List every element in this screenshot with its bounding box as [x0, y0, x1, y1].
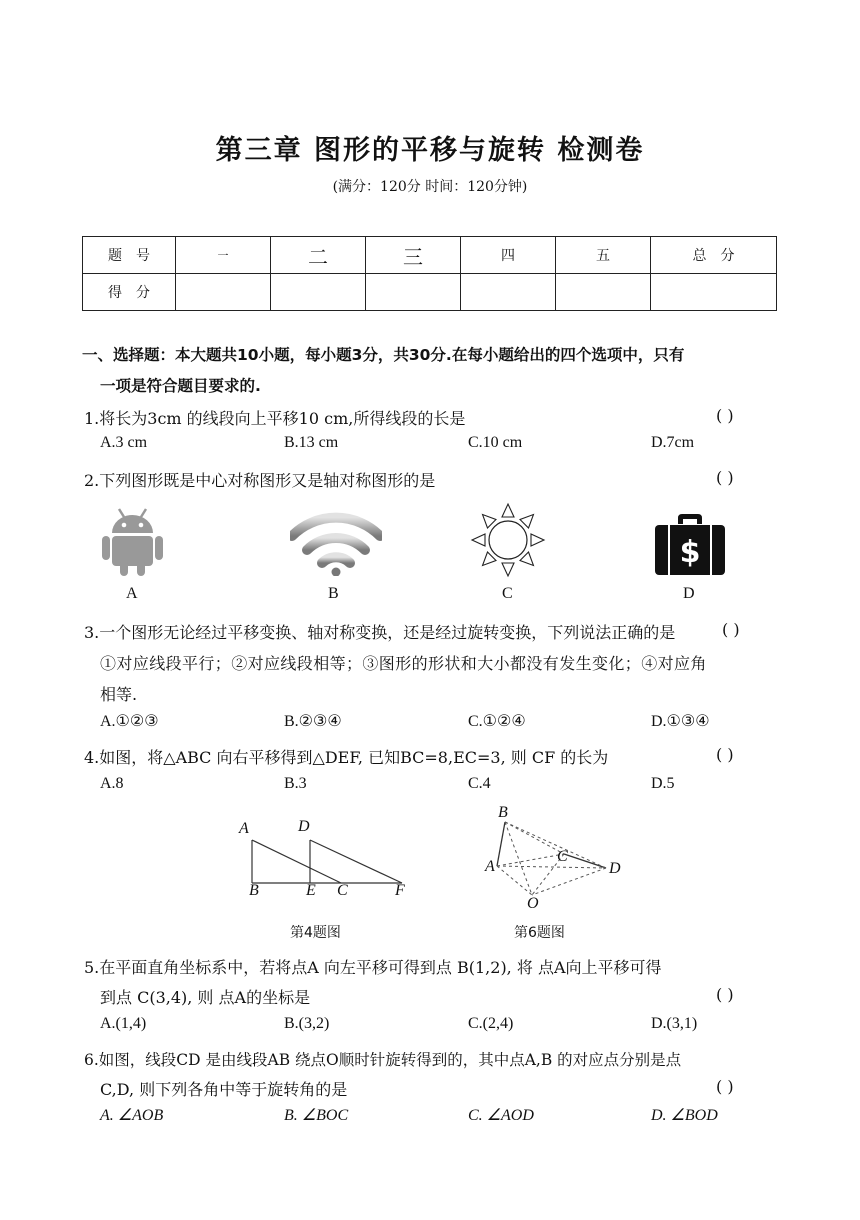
question-1-stem: 1.将长为3cm 的线段向上平移10 cm,所得线段的长是 [84, 409, 466, 428]
figure-4-diagram [235, 815, 415, 900]
q3-option-b[interactable]: B.②③④ [284, 713, 342, 730]
score-input-cell[interactable] [556, 274, 651, 311]
q1-option-a[interactable]: A.3 cm [100, 434, 148, 451]
page-subtitle: (满分：120分 时间：120分钟) [332, 179, 528, 195]
q2-label-d[interactable]: D [683, 585, 695, 602]
section-heading: 一、选择题：本大题共10小题，每小题3分，共30分.在每小题给出的四个选项中，只有 [82, 346, 685, 364]
score-input-cell[interactable] [176, 274, 271, 311]
fig6-point-a: A [485, 858, 495, 875]
android-icon [100, 505, 165, 577]
table-cell: 三 [366, 237, 461, 274]
question-6-line2: C,D, 则下列各角中等于旋转角的是 [100, 1080, 348, 1099]
score-table [82, 236, 777, 311]
q2-label-b[interactable]: B [328, 585, 339, 602]
fig4-point-c: C [337, 882, 348, 899]
table-cell: 四 [461, 237, 556, 274]
briefcase-dollar-icon [654, 512, 726, 576]
sun-icon [468, 500, 548, 580]
q2-label-a[interactable]: A [126, 585, 138, 602]
table-cell: 五 [556, 237, 651, 274]
answer-bracket[interactable]: ( ) [716, 745, 734, 764]
q4-option-b[interactable]: B.3 [284, 775, 307, 792]
figure-6-caption: 第6题图 [514, 925, 565, 941]
question-3-line2: ①对应线段平行；②对应线段相等；③图形的形状和大小都没有发生变化；④对应角 [100, 654, 707, 673]
answer-bracket[interactable]: ( ) [716, 406, 734, 425]
page-title: 第三章 图形的平移与旋转 检测卷 [215, 135, 645, 166]
table-row [83, 274, 777, 311]
fig6-point-b: B [498, 804, 508, 821]
q4-option-a[interactable]: A.8 [100, 775, 124, 792]
q1-option-d[interactable]: D.7cm [651, 434, 695, 451]
question-5-line2: 到点 C(3,4), 则 点A的坐标是 [100, 988, 311, 1007]
table-cell: 总 分 [651, 237, 777, 274]
q6-option-b[interactable]: B. ∠BOC [284, 1107, 349, 1124]
q5-option-d[interactable]: D.(3,1) [651, 1015, 698, 1032]
question-3-line3: 相等. [100, 685, 138, 704]
table-row [83, 237, 777, 274]
fig4-point-e: E [306, 882, 316, 899]
fig6-point-d: D [609, 860, 621, 877]
table-cell: 题 号 [83, 237, 176, 274]
score-input-cell[interactable] [366, 274, 461, 311]
question-4-stem: 4.如图，将△ABC 向右平移得到△DEF, 已知BC=8,EC=3, 则 CF 的长为 [84, 748, 609, 767]
q6-option-c[interactable]: C. ∠AOD [468, 1107, 534, 1124]
answer-bracket[interactable]: ( ) [716, 1077, 734, 1096]
answer-bracket[interactable]: ( ) [716, 985, 734, 1004]
q6-option-d[interactable]: D. ∠BOD [651, 1107, 718, 1124]
q1-option-b[interactable]: B.13 cm [284, 434, 339, 451]
figure-4-caption: 第4题图 [290, 925, 341, 941]
fig6-point-o: O [527, 895, 539, 912]
score-input-cell[interactable] [461, 274, 556, 311]
section-heading-cont: 一项是符合题目要求的. [100, 377, 261, 395]
table-cell: 得 分 [83, 274, 176, 311]
fig6-point-c: C [557, 848, 568, 865]
question-2-stem: 2.下列图形既是中心对称图形又是轴对称图形的是 [84, 471, 436, 490]
q6-option-a[interactable]: A. ∠AOB [100, 1107, 164, 1124]
q4-option-d[interactable]: D.5 [651, 775, 675, 792]
table-cell: 一 [176, 237, 271, 274]
fig4-point-f: F [395, 882, 405, 899]
fig4-point-d: D [298, 818, 310, 835]
fig4-point-a: A [239, 820, 249, 837]
q5-option-c[interactable]: C.(2,4) [468, 1015, 514, 1032]
wifi-icon [290, 510, 382, 576]
question-3-stem: 3.一个图形无论经过平移变换、轴对称变换，还是经过旋转变换，下列说法正确的是 [84, 623, 676, 642]
q3-option-d[interactable]: D.①③④ [651, 713, 710, 730]
q3-option-a[interactable]: A.①②③ [100, 713, 159, 730]
q3-option-c[interactable]: C.①②④ [468, 713, 526, 730]
q2-label-c[interactable]: C [502, 585, 513, 602]
answer-bracket[interactable]: ( ) [716, 468, 734, 487]
score-input-cell[interactable] [271, 274, 366, 311]
q4-option-c[interactable]: C.4 [468, 775, 491, 792]
q1-option-c[interactable]: C.10 cm [468, 434, 523, 451]
table-cell: 二 [271, 237, 366, 274]
question-5-stem: 5.在平面直角坐标系中，若将点A 向左平移可得到点 B(1,2), 将 点A向上平移可得 [84, 958, 662, 977]
fig4-point-b: B [249, 882, 259, 899]
q5-option-b[interactable]: B.(3,2) [284, 1015, 330, 1032]
answer-bracket[interactable]: ( ) [722, 620, 740, 639]
question-6-stem: 6.如图，线段CD 是由线段AB 绕点O顺时针旋转得到的，其中点A,B 的对应点分别是点 [84, 1051, 682, 1069]
score-input-cell[interactable] [651, 274, 777, 311]
q5-option-a[interactable]: A.(1,4) [100, 1015, 147, 1032]
svg-text:$: $ [679, 535, 701, 570]
